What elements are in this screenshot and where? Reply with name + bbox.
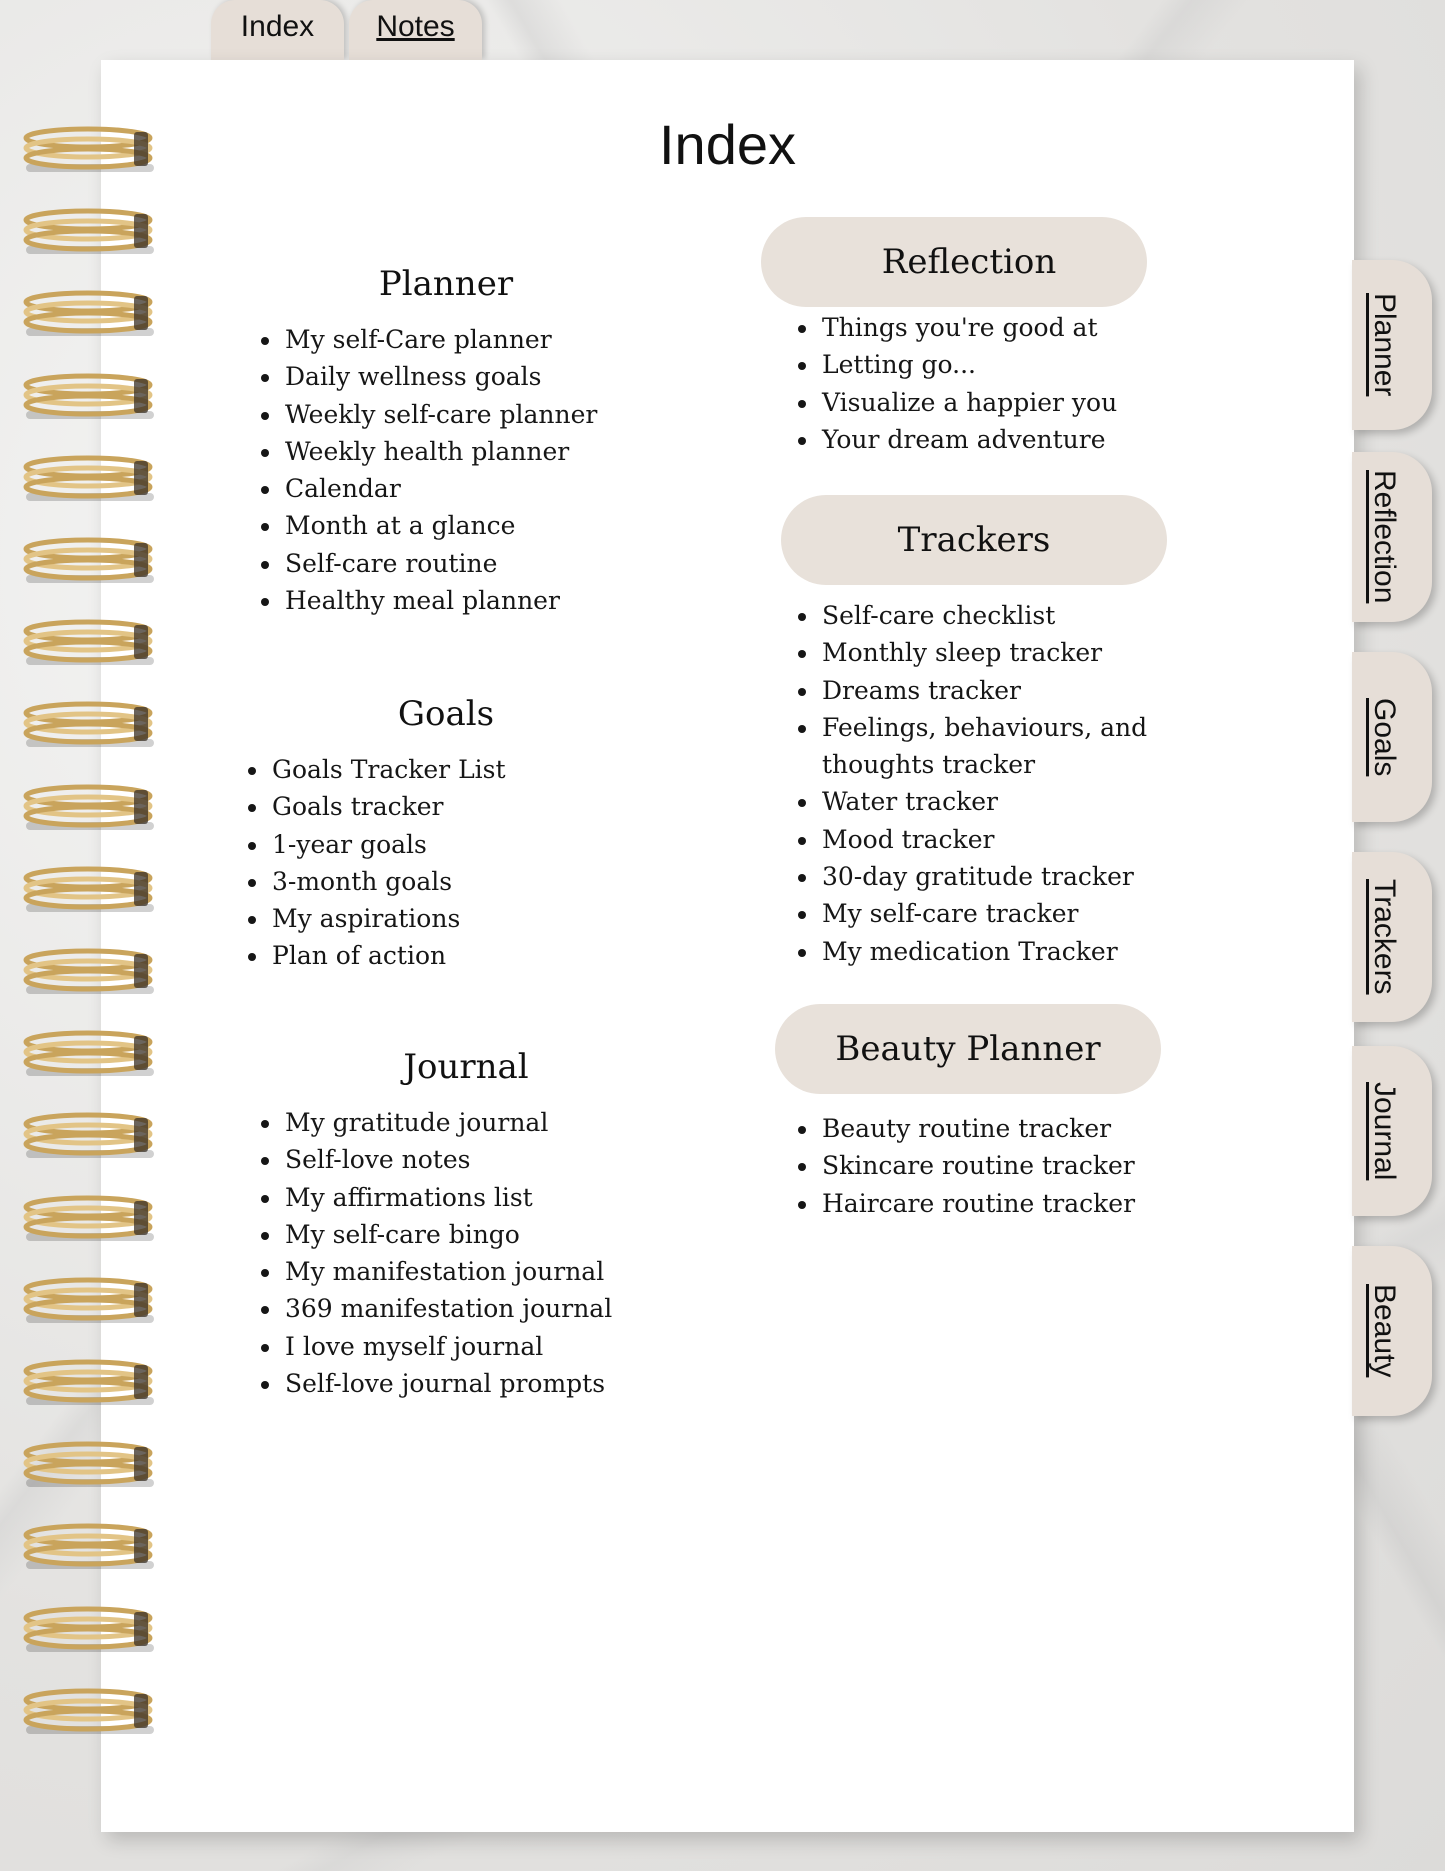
list-item[interactable]: • My manifestation journal [283,1253,641,1290]
list-item[interactable]: • Healthy meal planner [283,582,621,619]
list-item[interactable]: • My affirmations list [283,1179,641,1216]
spiral-ring [22,288,158,340]
list-item[interactable]: • Monthly sleep tracker [820,634,1240,671]
list-item[interactable]: • I love myself journal [283,1328,641,1365]
list-item[interactable]: • Letting go... [820,346,1241,383]
list-item[interactable]: • Visualize a happier you [820,384,1241,421]
side-tab-journal-label: Journal [1368,1081,1401,1181]
tab-index-label: Index [240,10,315,43]
side-tab-reflection-label: Reflection [1368,470,1401,604]
spiral-ring [22,699,158,751]
side-tab-beauty-label: Beauty [1368,1284,1401,1378]
page-title: Index [659,113,796,176]
list-item[interactable]: • Feelings, behaviours, and thoughts tracker [820,709,1240,784]
list-item[interactable]: • My self-care bingo [283,1216,641,1253]
spiral-ring [22,371,158,423]
spiral-ring [22,782,158,834]
section-heading-reflection: Reflection [881,242,1057,282]
side-tab-goals[interactable] [1352,652,1432,822]
index-page [101,60,1354,1832]
list-beauty [761,1110,1261,1222]
section-heading-goals: Goals [397,694,495,734]
pill-trackers [781,495,1167,585]
list-item[interactable]: • Beauty routine tracker [820,1110,1261,1147]
section-beauty [761,1004,1261,1222]
spiral-ring [22,1110,158,1162]
list-item[interactable]: • My medication Tracker [820,933,1240,970]
list-item[interactable]: • Skincare routine tracker [820,1147,1261,1184]
list-item[interactable]: • Self-care routine [283,545,621,582]
list-item[interactable]: • Self-love notes [283,1141,641,1178]
spiral-ring [22,946,158,998]
section-heading-planner: Planner [378,264,514,304]
tab-index[interactable] [211,0,344,60]
list-item[interactable]: • Calendar [283,470,621,507]
list-item[interactable]: • Self-love journal prompts [283,1365,641,1402]
spiral-ring [22,1439,158,1491]
spiral-ring [22,1604,158,1656]
list-item[interactable]: • My self-Care planner [283,321,621,358]
list-item[interactable]: • Haircare routine tracker [820,1185,1261,1222]
list-item[interactable]: • My aspirations [270,900,621,937]
list-item[interactable]: • Mood tracker [820,821,1240,858]
section-goals [241,685,621,975]
list-journal [241,1104,641,1402]
spiral-ring [22,864,158,916]
spiral-ring [22,1028,158,1080]
list-item[interactable]: • Weekly self-care planner [283,396,621,433]
list-reflection [761,309,1241,458]
section-heading-journal: Journal [403,1047,529,1087]
spiral-ring [22,617,158,669]
section-trackers [761,495,1261,970]
list-item[interactable]: • Goals tracker [270,788,621,825]
side-tab-journal[interactable] [1352,1046,1432,1216]
spiral-ring [22,1521,158,1573]
spiral-ring [22,124,158,176]
list-item[interactable]: • Water tracker [820,783,1240,820]
list-item[interactable]: • My gratitude journal [283,1104,641,1141]
tab-notes[interactable] [349,0,482,60]
spiral-ring [22,206,158,258]
section-reflection [761,217,1241,458]
list-item[interactable]: • 369 manifestation journal [283,1290,641,1327]
spiral-binding [22,124,162,1744]
pill-reflection [761,217,1147,307]
list-item[interactable]: • Things you're good at [820,309,1241,346]
list-item[interactable]: • 3-month goals [270,863,621,900]
spiral-ring [22,453,158,505]
side-tab-beauty[interactable] [1352,1246,1432,1416]
spiral-ring [22,1275,158,1327]
side-tab-trackers[interactable] [1352,852,1432,1022]
side-tab-goals-label: Goals [1368,697,1401,777]
list-item[interactable]: • 30-day gratitude tracker [820,858,1240,895]
list-planner [241,321,621,619]
list-item[interactable]: • Month at a glance [283,507,621,544]
section-planner [241,255,621,619]
side-tab-reflection[interactable] [1352,452,1432,622]
side-tab-planner-label: Planner [1368,293,1401,397]
list-item[interactable]: • 1-year goals [270,826,621,863]
section-heading-trackers: Trackers [897,520,1051,560]
spiral-ring [22,1193,158,1245]
spiral-ring [22,1357,158,1409]
section-journal [241,1038,641,1402]
section-heading-beauty: Beauty Planner [835,1029,1101,1069]
side-tab-trackers-label: Trackers [1368,879,1401,995]
side-tab-planner[interactable] [1352,260,1432,430]
spiral-ring [22,535,158,587]
spiral-ring [22,1686,158,1738]
list-item[interactable]: • Self-care checklist [820,597,1240,634]
pill-beauty [775,1004,1161,1094]
list-item[interactable]: • Dreams tracker [820,672,1240,709]
list-trackers [761,597,1240,970]
list-item[interactable]: • Your dream adventure [820,421,1241,458]
list-item[interactable]: • Daily wellness goals [283,358,621,395]
list-item[interactable]: • Goals Tracker List [270,751,621,788]
list-item[interactable]: • My self-care tracker [820,895,1240,932]
tab-notes-label: Notes [376,10,455,43]
list-item[interactable]: • Weekly health planner [283,433,621,470]
list-item[interactable]: • Plan of action [270,937,621,974]
list-goals [241,751,621,975]
